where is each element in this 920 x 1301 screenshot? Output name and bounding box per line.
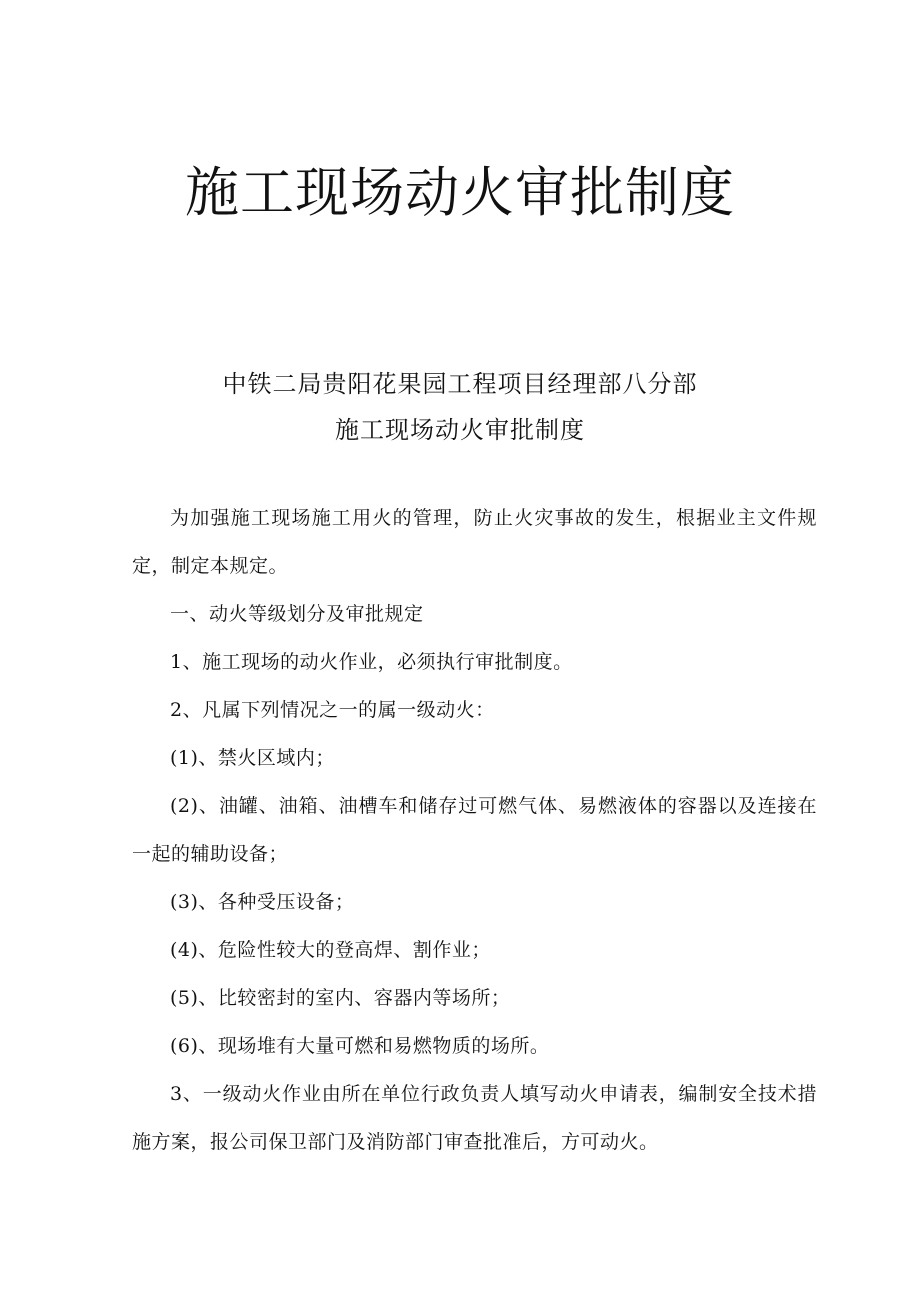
paragraph-subitem-1: (1)、禁火区域内； [170, 747, 335, 769]
document-subtitle-organization: 中铁二局贵阳花果园工程项目经理部八分部 [222, 370, 698, 398]
paragraph-subitem-2: (2)、油罐、油箱、油槽车和储存过可燃气体、易燃液体的容器以及连接在一起的辅助设备； [132, 795, 817, 865]
paragraph-subitem-6: (6)、现场堆有大量可燃和易燃物质的场所。 [170, 1035, 550, 1057]
paragraph-item-1: 1、施工现场的动火作业，必须执行审批制度。 [170, 651, 573, 673]
document-subtitle-heading: 施工现场动火审批制度 [335, 416, 585, 444]
paragraph-intro: 为加强施工现场施工用火的管理，防止火灾事故的发生，根据业主文件规定，制定本规定。 [132, 507, 817, 577]
paragraph-subitem-3: (3)、各种受压设备； [170, 891, 355, 913]
paragraph-item-3: 3、一级动火作业由所在单位行政负责人填写动火申请表，编制安全技术措施方案，报公司保卫部门及消防部门审查批准后，方可动火。 [132, 1083, 817, 1153]
document-body [132, 494, 817, 1166]
section-heading-1: 一、动火等级划分及审批规定 [170, 603, 424, 625]
paragraph-item-2: 2、凡属下列情况之一的属一级动火： [170, 699, 495, 721]
document-title: 施工现场动火审批制度 [185, 161, 735, 224]
paragraph-subitem-5: (5)、比较密封的室内、容器内等场所； [170, 987, 511, 1009]
paragraph-subitem-4: (4)、危险性较大的登高焊、割作业； [170, 939, 491, 961]
